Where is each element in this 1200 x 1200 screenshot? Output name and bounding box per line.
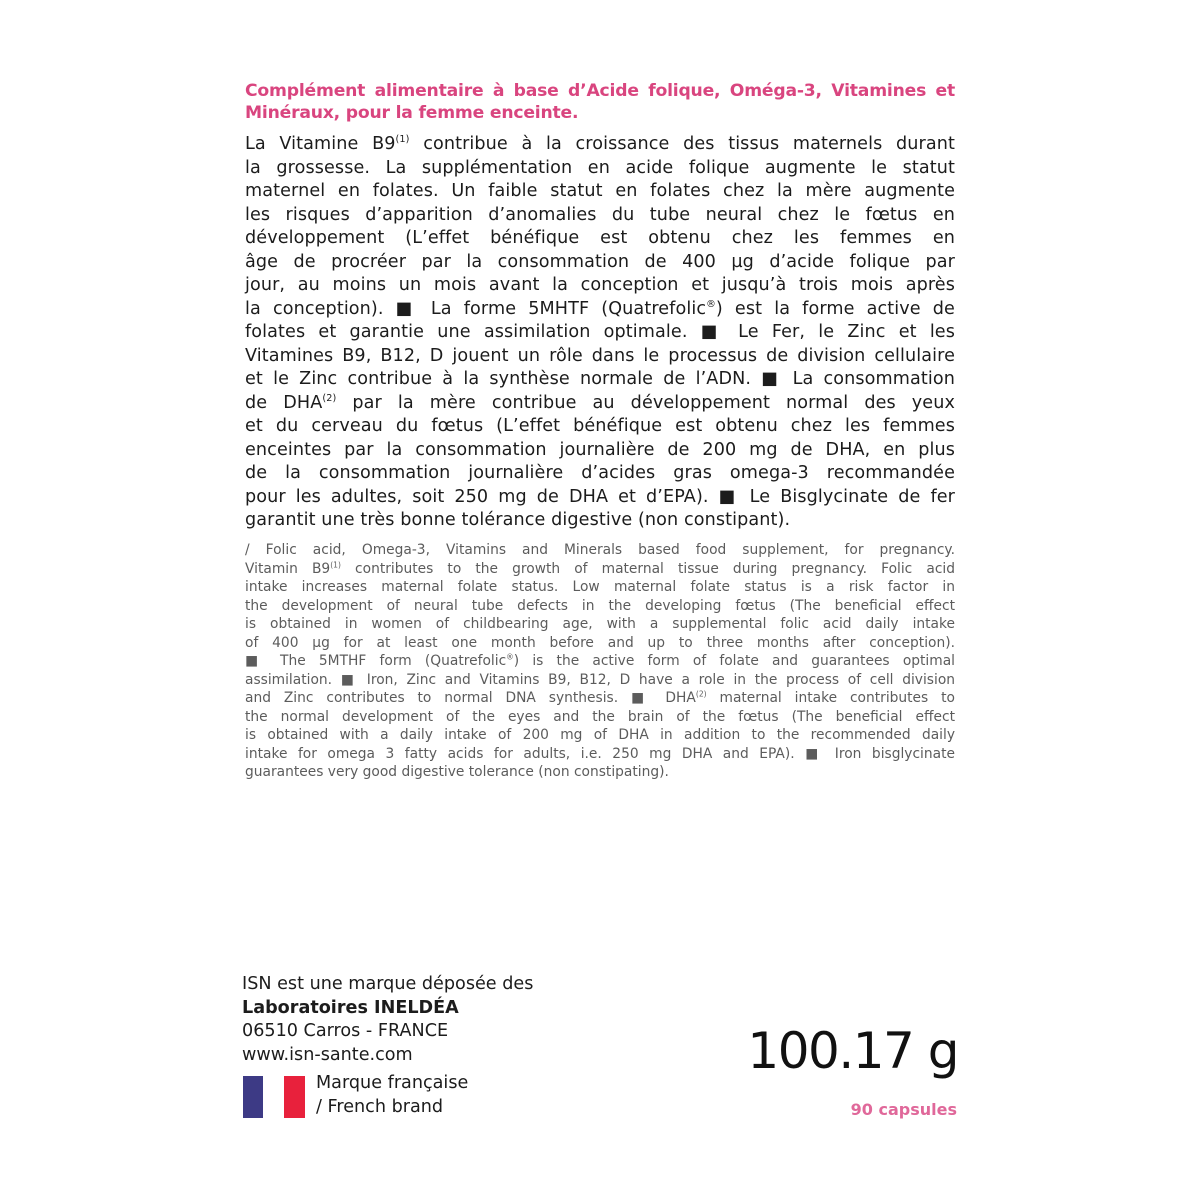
product-heading — [245, 80, 955, 124]
french-brand-label-en: / French brand — [316, 1096, 444, 1117]
text-line: assimilation. ■ Iron, Zinc and Vitamins B9, B12, D have a role in the process of cell division — [245, 671, 955, 688]
footnote-marker: (1) — [395, 133, 410, 145]
footnote-marker: ® — [706, 298, 716, 310]
text-line: intake increases maternal folate status. Low maternal folate status is a risk factor in — [245, 579, 955, 595]
text-line: la grossesse. La supplémentation en acide folique augmente le statut — [245, 157, 955, 178]
footnote-marker: ® — [506, 652, 514, 662]
text-line: intake for omega 3 fatty acids for adults, i.e. 250 mg DHA and EPA). ■ Iron bisglycinate — [245, 745, 955, 762]
text-line: is obtained in women of childbearing age, with a supplemental folic acid daily intake — [245, 616, 955, 632]
text-line: enceintes par la consommation journalière de 200 mg de DHA, en plus — [245, 439, 955, 460]
text-line: is obtained with a daily intake of 200 mg of DHA in addition to the recommended daily — [245, 727, 955, 743]
text-line: la conception). ■ La forme 5MHTF (Quatrefolic®) est la forme active de — [245, 298, 955, 319]
text-line: the normal development of the eyes and the brain of the fœtus (The beneficial effect — [245, 708, 955, 725]
website-link[interactable]: www.isn-sante.com — [242, 1044, 413, 1065]
text-line: of 400 µg for at least one month before and up to three months after conception). — [245, 634, 955, 651]
french-brand-label-fr: Marque française — [316, 1073, 469, 1093]
text-line: La Vitamine B9$^{(1)}$ contribue à la croissance des tissus maternels durant — [245, 133, 955, 154]
brand-info — [242, 973, 533, 1067]
text-line: et du cerveau du fœtus (L’effet bénéfique est obtenu chez les femmes — [245, 416, 955, 436]
text-line: garantit une très bonne tolérance digestive (non constipant). — [245, 510, 791, 530]
text-line: guarantees very good digestive tolerance (non constipating). — [245, 764, 669, 780]
text-line: / Folic acid, Omega-3, Vitamins and Minerals based food supplement, for pregnancy. — [245, 542, 955, 558]
company-name: Laboratoires INELDÉA — [242, 997, 459, 1018]
net-weight: 100.17 g — [747, 1022, 958, 1080]
flag-blue-stripe — [243, 1076, 263, 1118]
french-brand-label — [316, 1072, 468, 1119]
text-line: folates et garantie une assimilation optimale. ■ Le Fer, le Zinc et les — [245, 322, 955, 342]
trademark-statement: ISN est une marque déposée des — [242, 974, 534, 994]
capsule-count: 90 capsules — [850, 1100, 957, 1119]
heading-line: Complément alimentaire à base d’Acide folique, Oméga-3, Vitamines et — [245, 81, 955, 101]
text-line: développement (L’effet bénéfique est obtenu chez les femmes en — [245, 228, 955, 248]
text-line: jour, au moins un mois avant la conception et jusqu’à trois mois après — [245, 275, 955, 295]
footnote-marker: (2) — [322, 392, 337, 404]
text-line: de la consommation journalière d’acides gras omega-3 recommandée — [245, 463, 955, 483]
text-line: Vitamin B9$^{(1)}$ contributes to the growth of maternal tissue during pregnancy. Folic acid — [245, 559, 955, 577]
french-description — [245, 133, 955, 533]
text-line: âge de procréer par la consommation de 400 µg d’acide folique par — [245, 251, 955, 272]
text-line: Vitamines B9, B12, D jouent un rôle dans le processus de division cellulaire — [245, 345, 955, 366]
flag-red-stripe — [284, 1076, 305, 1118]
footnote-marker: (1) — [330, 559, 341, 569]
text-line: maternel en folates. Un faible statut en folates chez la mère augmente — [245, 181, 955, 201]
text-line: les risques d’apparition d’anomalies du tube neural chez le fœtus en — [245, 204, 955, 225]
text-line: pour les adultes, soit 250 mg de DHA et d’EPA). ■ Le Bisglycinate de fer — [245, 486, 955, 507]
heading-line: Minéraux, pour la femme enceinte. — [245, 103, 579, 123]
french-flag-icon — [243, 1076, 305, 1118]
text-line: ■ The 5MTHF form (Quatrefolic®) is the active form of folate and guarantees optimal — [245, 652, 955, 669]
company-address: 06510 Carros - FRANCE — [242, 1021, 449, 1041]
text-line: and Zinc contributes to normal DNA synthesis. ■ DHA$^{(2)}$ maternal intake contributes to — [245, 689, 955, 706]
flag-white-stripe — [263, 1076, 284, 1118]
text-line: the development of neural tube defects in the developing fœtus (The beneficial effect — [245, 597, 955, 614]
text-line: de DHA$^{(2)}$ par la mère contribue au développement normal des yeux — [245, 392, 955, 413]
english-description — [245, 541, 955, 782]
text-line: et le Zinc contribue à la synthèse normale de l’ADN. ■ La consommation — [245, 369, 955, 389]
footnote-marker: (2) — [695, 689, 707, 699]
